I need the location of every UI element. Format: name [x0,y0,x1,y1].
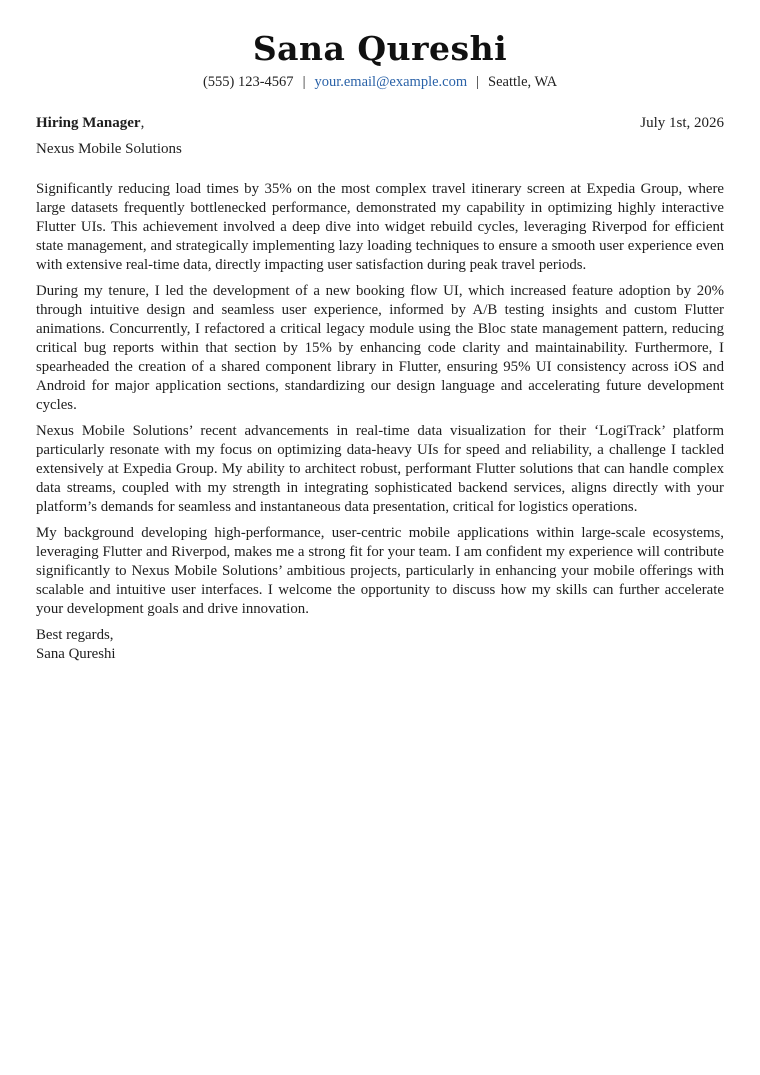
letter-date: July 1st, 2026 [640,115,724,131]
email-link[interactable]: your.email@example.com [314,74,468,90]
closing-block [36,626,724,664]
recipient-name-suffix: , [140,115,145,131]
location: Seattle, WA [488,74,558,90]
recipient-company: Nexus Mobile Solutions [36,141,182,157]
closing-signature: Sana Qureshi [36,646,116,662]
body-paragraph: Nexus Mobile Solutions’ recent advancements in real-time data visualization for their ‘LogiTrack’ platform particularly resonate with my focus on optimizing data-heavy UIs for speed and reliability, a challenge I tackled extensively at Expedia Group. My ability to architect robust, performant Flutter solutions that can handle complex data streams, coupled with my strength in integrating sophisticated backend services, aligns directly with your platform’s demands for seamless and instantaneous data presentation, critical for logistics operations. [36,423,724,515]
body-paragraph: During my tenure, I led the development of a new booking flow UI, which increased feature adoption by 20% through intuitive design and seamless user experience, informed by A/B testing insights and custom Flutter animations. Concurrently, I refactored a critical legacy module using the Bloc state management pattern, reducing critical bug reports within that section by 15% by enhancing code clarity and maintainability. Furthermore, I spearheaded the creation of a shared component library in Flutter, ensuring 95% UI consistency across iOS and Android for major application sections, standardizing our design language and accelerating future development cycles. [36,283,724,413]
applicant-name: Sana Qureshi [252,29,508,68]
body-paragraph: Significantly reducing load times by 35% on the most complex travel itinerary screen at Expedia Group, where large datasets frequently bottlenecked performance, demonstrated my capability in optimizing highly interactive Flutter UIs. This achievement involved a deep dive into widget rebuild cycles, leveraging Riverpod for efficient state management, and strategically implementing lazy loading techniques to ensure a smooth user experience even with extensive real-time data, directly impacting user satisfaction during peak travel periods. [36,181,724,273]
recipient-date-row [36,114,724,133]
recipient-name: Hiring Manager [36,115,141,131]
contact-line [0,73,760,92]
contact-separator: | [476,74,480,90]
body-paragraph: My background developing high-performance, user-centric mobile applications within large-scale ecosystems, leveraging Flutter and Riverpod, makes me a strong fit for your team. I am confident my experience will contribute significantly to Nexus Mobile Solutions’ ambitious projects, particularly in enhancing your mobile offerings with scalable and intuitive user interfaces. I welcome the opportunity to discuss how my skills can further accelerate your development goals and drive innovation. [36,525,724,617]
contact-separator: | [302,74,306,90]
closing-salutation: Best regards, [36,627,114,643]
letter-body [36,180,724,664]
phone-number: (555) 123-4567 [202,74,294,90]
recipient-line [36,114,144,133]
